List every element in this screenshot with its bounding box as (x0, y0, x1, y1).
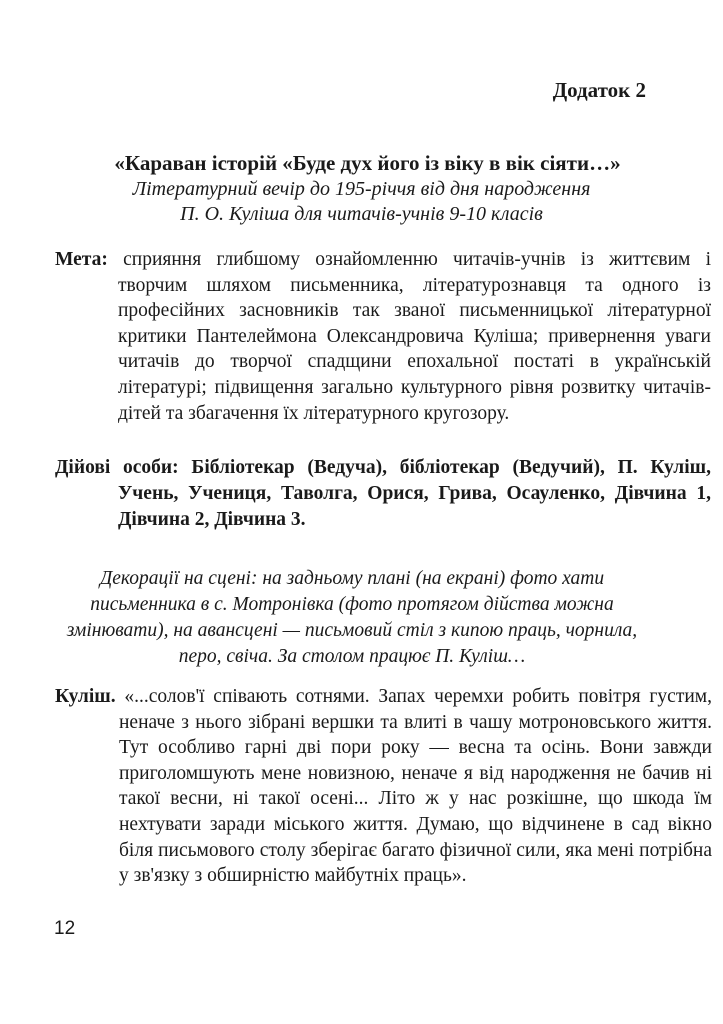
speech-text: «...солов'ї співають сотнями. Запах черемхи робить повітря густим, неначе з нього зібрані вершки та влиті в чашу мотроновського життя. Тут особливо гарні дві пори року — весна та осінь. Вони завжди приголомшують мене новизною, неначе я від народження не бачив ні такої весни, ні такої осені... Літо ж у нас розкішне, що шкода їм нехтувати заради міського життя. Думаю, що відчинене в сад вікно біля письмового столу зберігає багато фізичної сили, яка мені потрібна у зв'язку з обширністю майбутніх праць». (119, 686, 712, 887)
title-subtitle-line-1: Літературний вечір до 195-річчя від дня народження (132, 178, 591, 200)
title-block (0, 150, 723, 227)
title-subtitle-line-2: П. О. Куліша для читачів-учнів 9-10 класів (180, 203, 543, 225)
goal-paragraph (55, 247, 711, 426)
characters-text: Бібліотекар (Ведуча), бібліотекар (Ведучий), П. Куліш, Учень, Учениця, Таволга, Орися, Грива, Осауленко, Дівчина 1, Дівчина 2, Дівчина 3. (118, 457, 712, 530)
goal-text: сприяння глибшому ознайомленню читачів-учнів із життєвим і творчим шляхом письменника, літературознавця та одного із професійних засновників так званої письменницької літературної критики Пантелеймона Олександровича Куліша; привернення уваги читачів до творчої спадщини епохальної постаті в українській літературі; підвищення загально культурного рівня розвитку читачів-дітей та збагачення їх літературного кругозору. (118, 249, 712, 424)
goal-label: Мета: (55, 249, 108, 270)
page-number: 12 (54, 918, 76, 939)
characters-paragraph (55, 455, 711, 533)
speech-paragraph (55, 684, 712, 889)
appendix-label: Додаток 2 (552, 78, 646, 102)
scene-description: Декорації на сцені: на задньому плані (на екрані) фото хати письменника в с. Мотронівка (фото протягом дійства можна змінювати), на авансцені — письмовий стіл з кипою праць, чорнила, перо, свіча. За столом працює П. Куліш… (66, 568, 638, 667)
characters-label: Дійові особи: (55, 457, 179, 478)
document-title: «Караван історій «Буде дух його із віку в вік сіяти…» (114, 151, 621, 175)
speaker-label: Куліш. (55, 686, 116, 707)
